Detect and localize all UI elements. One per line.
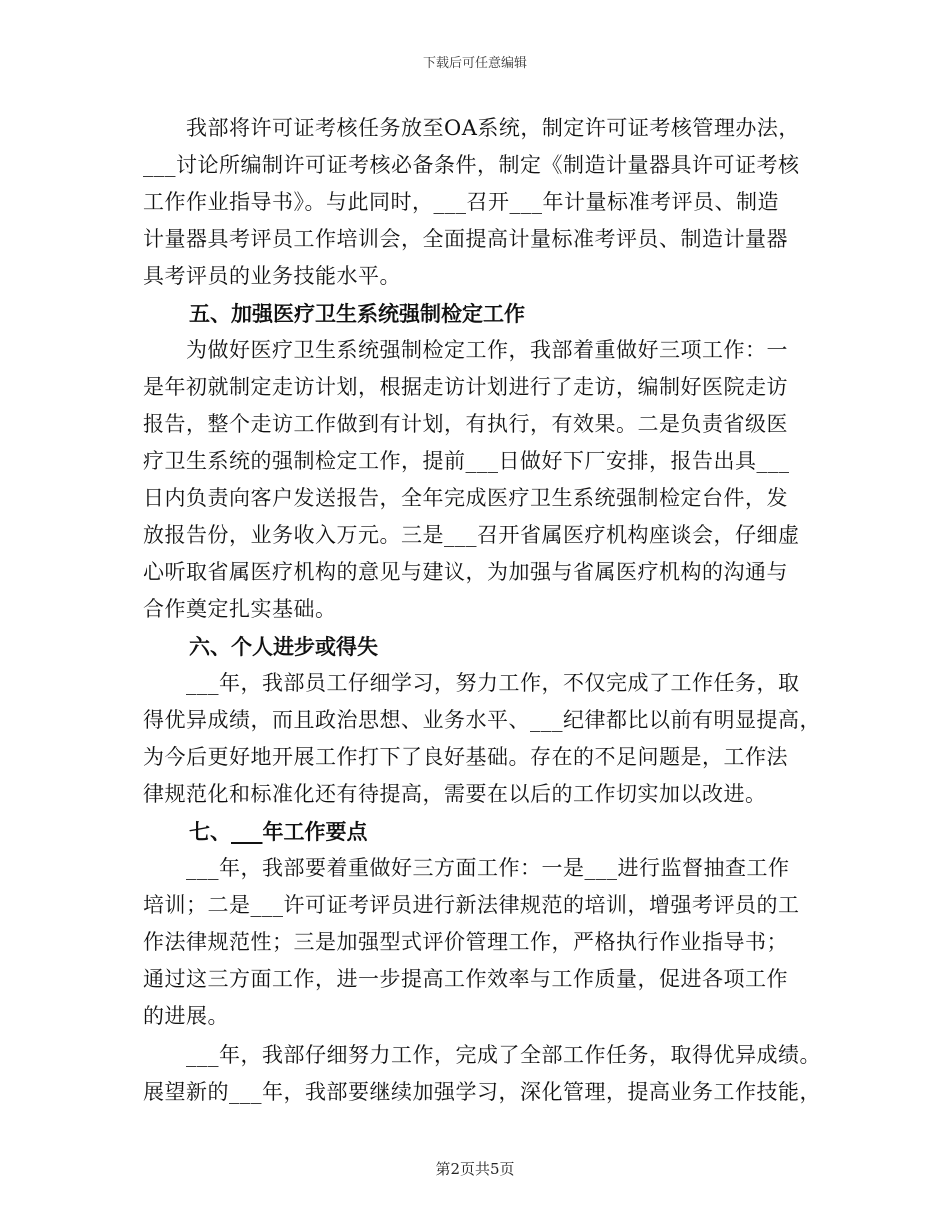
text-line: ___讨论所编制许可证考核必备条件，制定《制造计量器具许可证考核 bbox=[143, 153, 800, 177]
text-line: 工作作业指导书》。与此同时，___召开___年计量标准考评员、制造 bbox=[143, 190, 779, 214]
text-line: 得优异成绩，而且政治思想、业务水平、___纪律都比以前有明显提高， bbox=[143, 708, 821, 732]
paragraph-oa-system bbox=[143, 110, 823, 295]
text-line: 我部将许可证考核任务放至OA系统，制定许可证考核管理办法， bbox=[143, 116, 800, 140]
paragraph-outlook bbox=[143, 1037, 823, 1111]
text-line: 的进展。 bbox=[143, 1004, 229, 1028]
text-line: 为今后更好地开展工作打下了良好基础。存在的不足问题是，工作法 bbox=[143, 745, 788, 769]
page-header: 下载后可任意编辑 bbox=[422, 56, 527, 71]
text-line: 计量器具考评员工作培训会，全面提高计量标准考评员、制造计量器 bbox=[143, 227, 788, 251]
paragraph-medical-verification bbox=[143, 332, 823, 628]
text-line: 通过这三方面工作，进一步提高工作效率与工作质量，促进各项工作 bbox=[143, 967, 788, 991]
paragraph-work-points bbox=[143, 850, 823, 1035]
text-line: 为做好医疗卫生系统强制检定工作，我部着重做好三项工作：一 bbox=[143, 338, 788, 362]
text-line: 日内负责向客户发送报告，全年完成医疗卫生系统强制检定台件，发 bbox=[143, 486, 788, 510]
text-line: 心听取省属医疗机构的意见与建议，为加强与省属医疗机构的沟通与 bbox=[143, 560, 788, 584]
document-body bbox=[143, 110, 823, 1111]
section-heading-5: 五、加强医疗卫生系统强制检定工作 bbox=[189, 301, 525, 326]
section-heading-7: 七、___年工作要点 bbox=[189, 819, 368, 844]
text-line: ___年，我部要着重做好三方面工作：一是___进行监督抽查工作 bbox=[143, 856, 790, 880]
text-line: 报告，整个走访工作做到有计划，有执行，有效果。二是负责省级医 bbox=[143, 412, 788, 436]
paragraph-personal-progress bbox=[143, 665, 823, 813]
page-footer: 第2页共5页 bbox=[435, 1160, 515, 1178]
text-line: ___年，我部员工仔细学习，努力工作，不仅完成了工作任务，取 bbox=[143, 671, 800, 695]
text-line: 合作奠定扎实基础。 bbox=[143, 597, 337, 621]
text-line: 是年初就制定走访计划，根据走访计划进行了走访，编制好医院走访 bbox=[143, 375, 788, 399]
text-line: 培训；二是___许可证考评员进行新法律规范的培训，增强考评员的工 bbox=[143, 893, 800, 917]
text-line: 疗卫生系统的强制检定工作，提前___日做好下厂安排，报告出具___ bbox=[143, 449, 790, 473]
text-line: 展望新的___年，我部要继续加强学习，深化管理，提高业务工作技能， bbox=[143, 1080, 821, 1104]
text-line: 律规范化和标准化还有待提高，需要在以后的工作切实加以改进。 bbox=[143, 782, 767, 806]
text-line: 具考评员的业务技能水平。 bbox=[143, 264, 401, 288]
text-line: 放报告份，业务收入万元。三是___召开省属医疗机构座谈会，仔细虚 bbox=[143, 523, 800, 547]
text-line: ___年，我部仔细努力工作，完成了全部工作任务，取得优异成绩。 bbox=[143, 1043, 821, 1067]
text-line: 作法律规范性；三是加强型式评价管理工作，严格执行作业指导书； bbox=[143, 930, 788, 954]
section-heading-6: 六、个人进步或得失 bbox=[189, 634, 378, 659]
